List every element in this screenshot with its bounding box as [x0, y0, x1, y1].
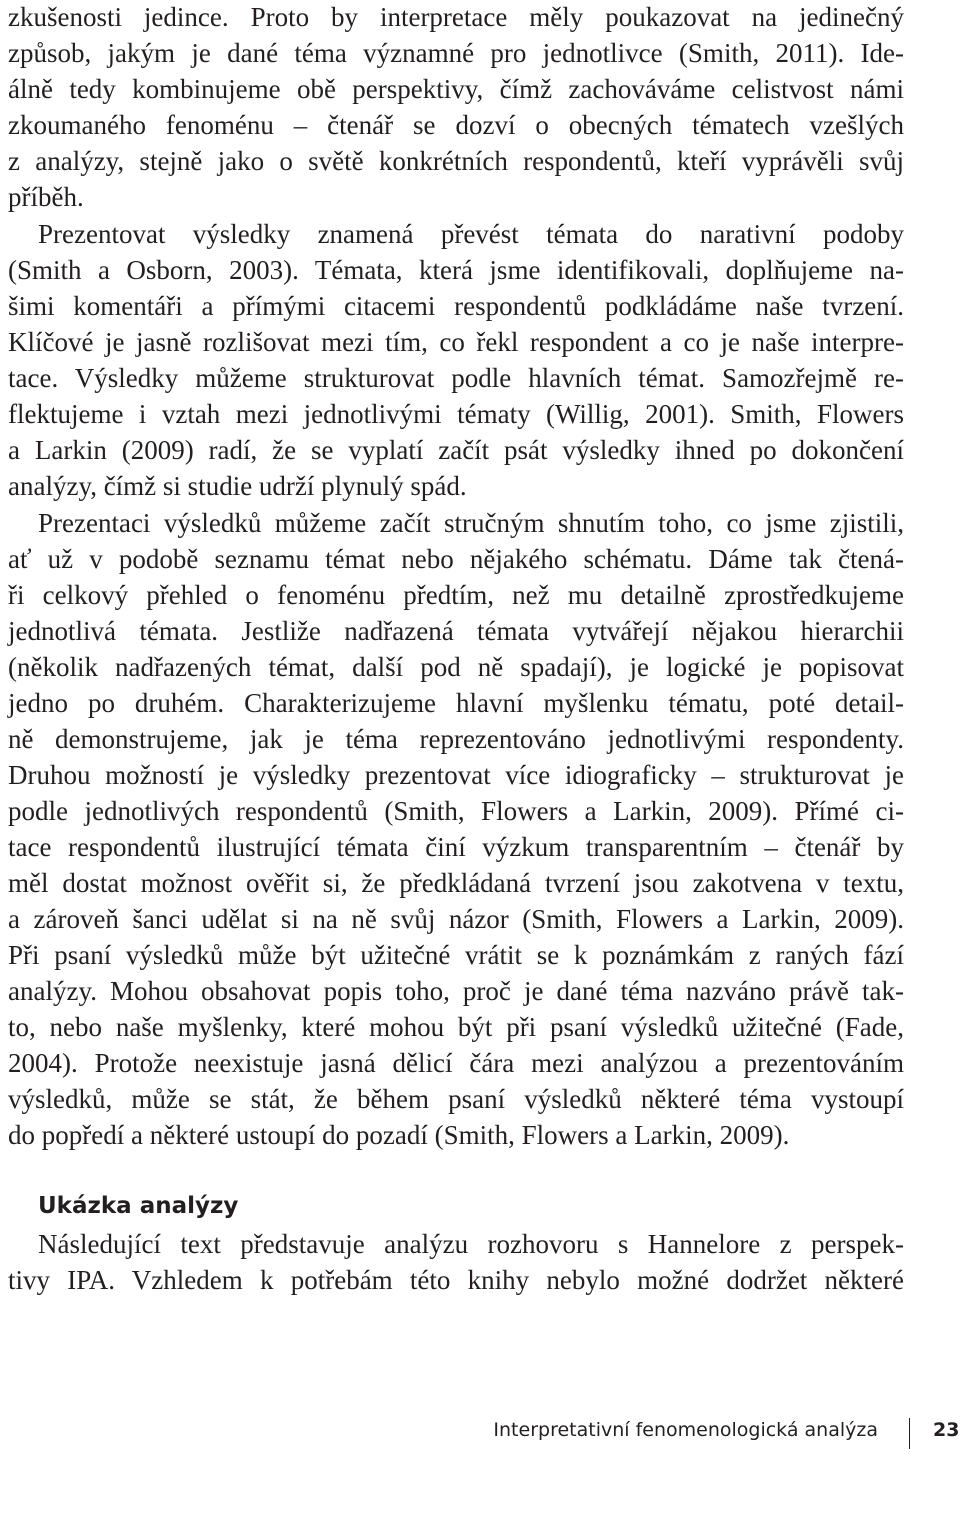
text-line: Následující text představuje analýzu rozhovoru s Hannelore z perspek- — [38, 1229, 904, 1259]
text-line: tace. Výsledky můžeme strukturovat podle hlavních témat. Samozřejmě re- — [8, 363, 904, 393]
text-line: analýzy, čímž si studie udrží plynulý spád. — [8, 471, 467, 501]
text-line: tace respondentů ilustrující témata činí výzkum transparentním – čtenář by — [8, 832, 904, 862]
page-number: 23 — [933, 1419, 960, 1441]
text-line: ať už v podobě seznamu témat nebo nějakého schématu. Dáme tak čtená- — [8, 544, 904, 574]
text-line: ři celkový přehled o fenoménu předtím, než mu detailně zprostředkujeme — [8, 580, 904, 610]
text-line: 2004). Protože neexistuje jasná dělicí čára mezi analýzou a prezentováním — [8, 1048, 904, 1078]
text-line: do popředí a některé ustoupí do pozadí (Smith, Flowers a Larkin, 2009). — [8, 1120, 790, 1150]
text-line: tivy IPA. Vzhledem k potřebám této knihy nebylo možné dodržet některé — [8, 1265, 904, 1295]
text-line: a Larkin (2009) radí, že se vyplatí začít psát výsledky ihned po dokončení — [8, 435, 904, 465]
running-title: Interpretativní fenomenologická analýza — [493, 1419, 878, 1441]
text-line: způsob, jakým je dané téma významné pro jednotlivce (Smith, 2011). Ide- — [8, 38, 904, 68]
text-line: šimi komentáři a přímými citacemi respondentů podkládáme naše tvrzení. — [8, 291, 904, 321]
footer-divider — [909, 1418, 910, 1449]
text-line: Klíčové je jasně rozlišovat mezi tím, co řekl respondent a co je naše interpre- — [8, 327, 904, 357]
text-line: Prezentovat výsledky znamená převést témata do narativní podoby — [38, 219, 904, 249]
text-line: jedno po druhém. Charakterizujeme hlavní myšlenku tématu, poté detail- — [8, 688, 904, 718]
text-line: (několik nadřazených témat, další pod ně spadají), je logické je popisovat — [8, 652, 904, 682]
text-line: jednotlivá témata. Jestliže nadřazená témata vytvářejí nějakou hierarchii — [8, 616, 904, 646]
text-line: zkoumaného fenoménu – čtenář se dozví o obecných tématech vzešlých — [8, 110, 904, 140]
text-line: álně tedy kombinujeme obě perspektivy, čímž zachováváme celistvost námi — [8, 74, 904, 104]
text-line: Druhou možností je výsledky prezentovat více idiograficky – strukturovat je — [8, 760, 904, 790]
text-line: výsledků, může se stát, že během psaní výsledků některé téma vystoupí — [8, 1084, 904, 1114]
text-line: to, nebo naše myšlenky, které mohou být při psaní výsledků užitečné (Fade, — [8, 1012, 904, 1042]
text-line: měl dostat možnost ověřit si, že předkládaná tvrzení jsou zakotvena v textu, — [8, 868, 904, 898]
text-line: podle jednotlivých respondentů (Smith, Flowers a Larkin, 2009). Přímé ci- — [8, 796, 904, 826]
text-line: z analýzy, stejně jako o světě konkrétních respondentů, kteří vyprávěli svůj — [8, 146, 904, 176]
text-line: Při psaní výsledků může být užitečné vrátit se k poznámkám z raných fází — [8, 940, 904, 970]
text-line: ně demonstrujeme, jak je téma reprezentováno jednotlivými respondenty. — [8, 724, 904, 754]
section-heading: Ukázka analýzy — [38, 1193, 239, 1219]
text-line: flektujeme i vztah mezi jednotlivými tématy (Willig, 2001). Smith, Flowers — [8, 399, 904, 429]
text-line: Prezentaci výsledků můžeme začít stručným shnutím toho, co jsme zjistili, — [38, 508, 904, 538]
text-line: a zároveň šanci udělat si na ně svůj názor (Smith, Flowers a Larkin, 2009). — [8, 904, 904, 934]
text-line: analýzy. Mohou obsahovat popis toho, proč je dané téma nazváno právě tak- — [8, 976, 904, 1006]
text-line: příběh. — [8, 182, 84, 212]
text-line: (Smith a Osborn, 2003). Témata, která jsme identifikovali, doplňujeme na- — [8, 255, 904, 285]
text-line: zkušenosti jedince. Proto by interpretace měly poukazovat na jedinečný — [8, 2, 904, 32]
